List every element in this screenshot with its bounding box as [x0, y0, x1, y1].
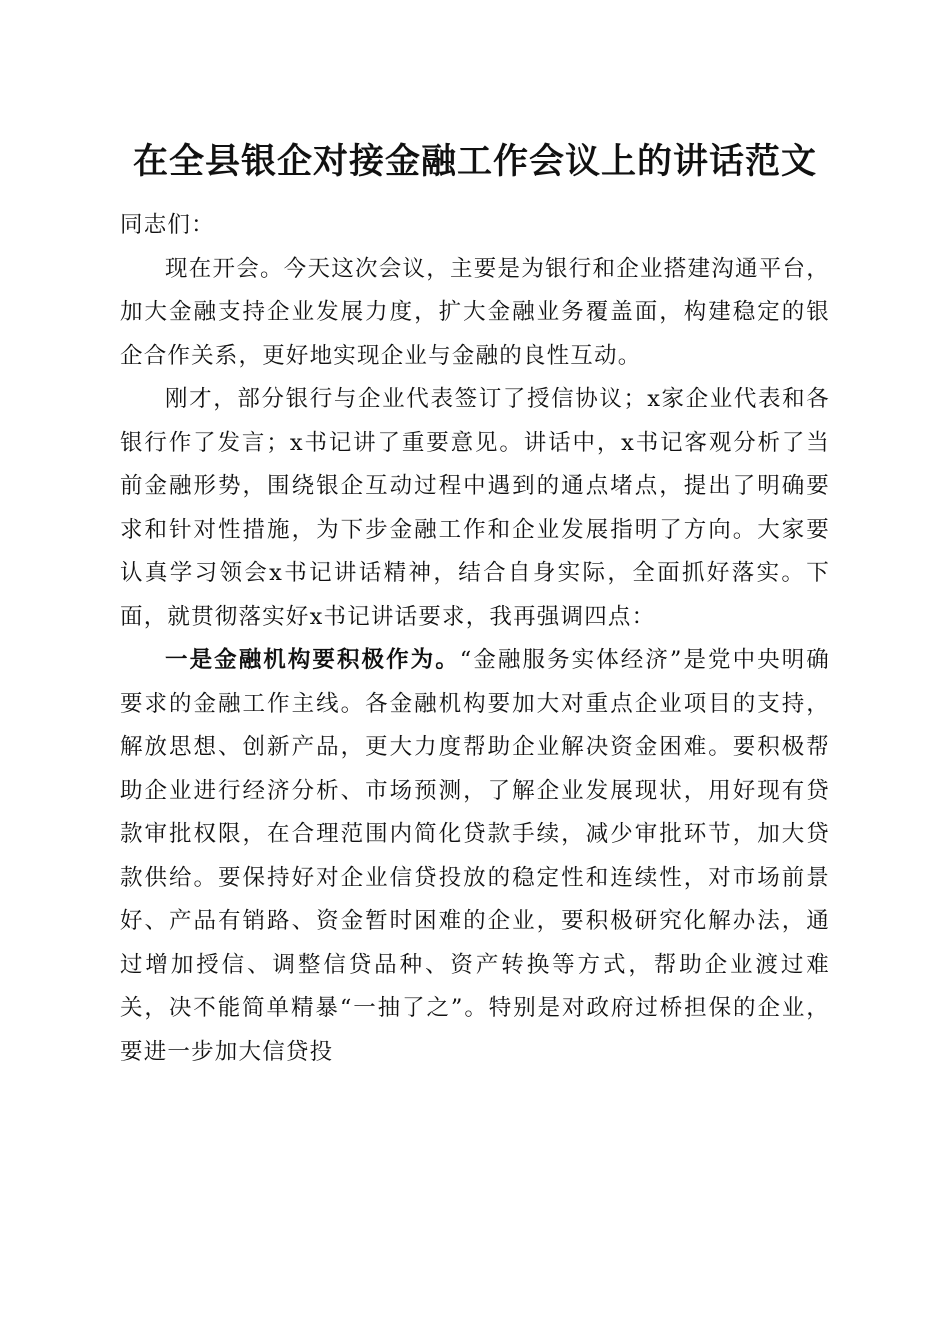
paragraph-text: 刚才，部分银行与企业代表签订了授信协议；x家企业代表和各银行作了发言；x书记讲了重要意见。讲话中，x书记客观分析了当前金融形势，围绕银企互动过程中遇到的通点堵点，提出了明确要求和针对性措施，为下步金融工作和企业发展指明了方向。大家要认真学习领会x书记讲话精神，结合自身实际，全面抓好落实。下面，就贯彻落实好x书记讲话要求，我再强调四点：: [120, 386, 830, 630]
paragraph-opening: [120, 248, 830, 379]
paragraph-text: 现在开会。今天这次会议，主要是为银行和企业搭建沟通平台，加大金融支持企业发展力度，扩大金融业务覆盖面，构建稳定的银企合作关系，更好地实现企业与金融的良性互动。: [120, 255, 830, 369]
paragraph-text: “金融服务实体经济”是党中央明确要求的金融工作主线。各金融机构要加大对重点企业项目的支持，解放思想、创新产品，更大力度帮助企业解决资金困难。要积极帮助企业进行经济分析、市场预测，了解企业发展现状，用好现有贷款审批权限，在合理范围内简化贷款手续，减少审批环节，加大贷款供给。要保持好对企业信贷投放的稳定性和连续性，对市场前景好、产品有销路、资金暂时困难的企业，要积极研究化解办法，通过增加授信、调整信贷品种、资产转换等方式，帮助企业渡过难关，决不能简单精暴“一抽了之”。特别是对政府过桥担保的企业，要进一步加大信贷投: [120, 647, 830, 1065]
salutation: 同志们：: [120, 212, 215, 238]
document-body: [120, 204, 830, 1074]
paragraph-point-one: [120, 639, 830, 1074]
paragraph-review: [120, 378, 830, 639]
document-title: 在全县银企对接金融工作会议上的讲话范文: [132, 141, 817, 182]
paragraph-lead: 一是金融机构要积极作为。: [165, 647, 460, 673]
